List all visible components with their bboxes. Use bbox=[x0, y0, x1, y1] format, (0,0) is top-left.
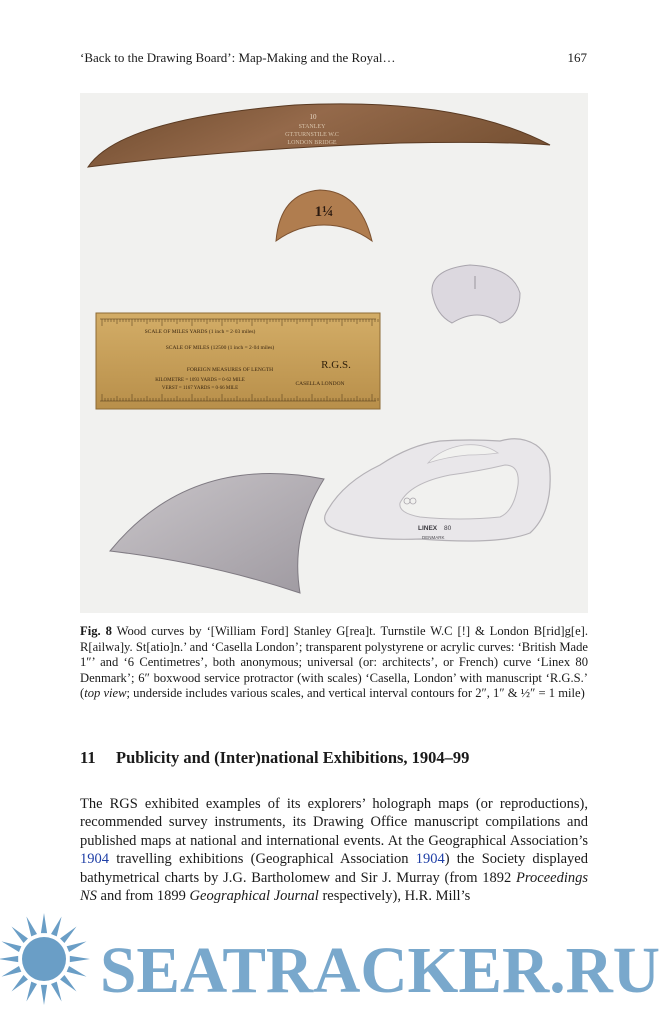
wood-curve-small-label: 1¼ bbox=[314, 204, 334, 220]
wood-curve-line3: LONDON BRIDGE bbox=[287, 140, 337, 146]
figure-svg bbox=[80, 93, 588, 613]
sun-ray bbox=[60, 926, 76, 942]
sun-ray bbox=[26, 982, 37, 1002]
body-text-5: respectively), H.R. Mill’s bbox=[318, 888, 471, 905]
section-title: Publicity and (Inter)national Exhibitions, 1904–99 bbox=[116, 748, 470, 767]
wood-curve-large bbox=[88, 104, 550, 167]
sun-ray bbox=[26, 917, 37, 937]
page-number: 167 bbox=[567, 50, 587, 65]
caption-text-2: ; underside includes various scales, and vertical interval contours for 2″, 1″ & ½″ = 1 mile) bbox=[126, 686, 585, 701]
watermark-text: SEATRACKER.RU bbox=[100, 934, 660, 1007]
sun-ray bbox=[41, 985, 47, 1005]
body-text-1: The RGS exhibited examples of its explorers’ holograph maps (or reproductions), recommended survey instruments, its Drawing Office manuscript compilations and published maps at national and international events. At the Geographical Association’s bbox=[80, 796, 588, 849]
wood-curve-small bbox=[276, 190, 372, 241]
section-heading bbox=[80, 748, 588, 768]
sun-icon bbox=[0, 913, 90, 1005]
sun-ray bbox=[41, 913, 47, 933]
sun-ray bbox=[70, 956, 90, 962]
linex-origin: DENMARK bbox=[422, 535, 445, 540]
wood-curve-line1: STANLEY bbox=[298, 124, 326, 130]
watermark-banner bbox=[0, 912, 669, 1015]
sun-ray bbox=[51, 982, 62, 1002]
grey-curve-large bbox=[110, 474, 324, 593]
caption-text-1: Wood curves by ‘[William Ford] Stanley G[rea]t. Turnstile W.C [!] & London B[rid]g[e]. R[ailwa]y. St[atio]n.’ and ‘Casella London’; transparent polystyrene or acrylic curves: ‘British Made 1″’ and ‘6 Centimetres’, both anonymous; universal (or: architects’, or French) curve ‘Linex 80 Denmark’; 6″ boxwood service protractor (with scales) ‘Casella, London’ with manuscript ‘R.G.S.’ ( bbox=[80, 624, 588, 701]
sun-ray bbox=[0, 956, 18, 962]
sun-ray bbox=[67, 941, 87, 952]
sun-ray bbox=[2, 966, 22, 977]
figure-photograph bbox=[80, 93, 588, 613]
journal-title-proceedings: Proceedings NS bbox=[80, 869, 588, 905]
french-curve-linex bbox=[325, 439, 551, 541]
body-text-2: travelling exhibitions (Geographical Association bbox=[109, 851, 416, 868]
caption-italic: top view bbox=[84, 686, 127, 701]
body-text-4: and from 1899 bbox=[96, 888, 190, 905]
running-head bbox=[80, 50, 587, 66]
protractor-initials: R.G.S. bbox=[321, 359, 351, 371]
sun-ray bbox=[2, 941, 22, 952]
running-title: ‘Back to the Drawing Board’: Map-Making and the Royal… bbox=[80, 50, 396, 65]
citation-link-1904-a[interactable]: 1904 bbox=[80, 851, 109, 868]
protractor-line1: SCALE OF MILES YARDS (1 inch = 2·03 miles) bbox=[144, 329, 256, 335]
section-number: 11 bbox=[80, 748, 96, 767]
wood-curve-line2: GT.TURNSTILE W.C bbox=[285, 132, 339, 138]
sun-ray bbox=[51, 917, 62, 937]
body-paragraph bbox=[80, 795, 588, 905]
protractor-line3: FOREIGN MEASURES OF LENGTH bbox=[186, 367, 274, 373]
wood-curve-number: 10 bbox=[309, 113, 317, 121]
protractor-line6: CASELLA LONDON bbox=[295, 381, 345, 387]
transparent-curve-small bbox=[432, 265, 520, 323]
watermark-svg bbox=[0, 912, 669, 1015]
linex-brand: LINEX bbox=[418, 525, 438, 532]
figure-caption bbox=[80, 624, 588, 702]
sun-ray bbox=[60, 975, 76, 991]
linex-model: 80 bbox=[444, 525, 452, 532]
figure-label: Fig. 8 bbox=[80, 624, 112, 638]
sun-ray bbox=[11, 926, 27, 942]
protractor-line4: KILOMETRE = 1093 YARDS = 0·62 MILE bbox=[155, 378, 245, 383]
boxwood-protractor bbox=[96, 313, 380, 409]
protractor-line2: SCALE OF MILES (12500 (1 inch = 2·04 miles) bbox=[165, 345, 275, 351]
citation-link-1904-b[interactable]: 1904 bbox=[415, 851, 445, 868]
sun-ray bbox=[67, 966, 87, 977]
body-text-3: ) the Society displayed bathymetrical charts by J.G. Bartholomew and Sir J. Murray (from 1892 bbox=[80, 851, 588, 886]
protractor-line5: VERST = 1167 YARDS = 0·66 MILE bbox=[161, 386, 239, 391]
sun-ray bbox=[11, 975, 27, 991]
journal-title-geographical: Geographical Journal bbox=[189, 888, 319, 905]
